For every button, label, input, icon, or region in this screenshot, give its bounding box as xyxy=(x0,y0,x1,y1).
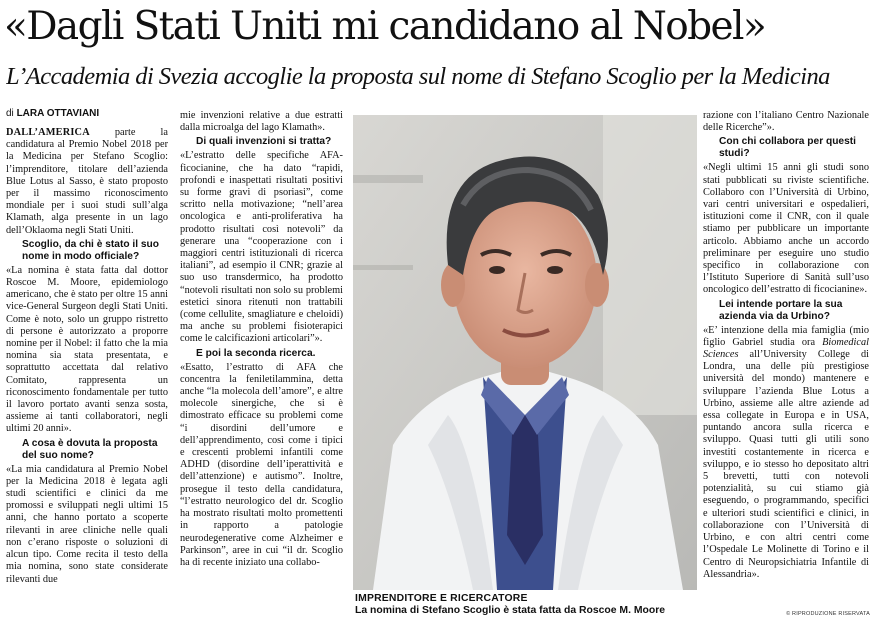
question-3: Di quali invenzioni si tratta? xyxy=(196,136,332,148)
answer-6-italic: Biomedical Sciences xyxy=(703,336,869,361)
lead-word: DALL’AMERICA xyxy=(6,127,90,138)
question-1: Scoglio, da chi è stato il suo nome in modo officiale? xyxy=(22,238,159,262)
byline-prefix: di xyxy=(6,108,14,119)
answer-3: «L’estratto delle specifiche AFA-ficocianine, che ha dato “rapidi, profondi e inaspettati risultati positivi su forme gravi di psoriasi”, come scritto nella motivazione; “nell’area oncologica e anti-proliferativa ha prodotto risultati così notevoli” da generare una “cooperazione con i maggiori centri istituzionali di ricerca italiani”, ad esempio il CNR; grazie al suo uso transdermico, ha prodotto “notevoli risultati non solo su problemi estetici sinora ritenuti non trattabili (come cellulite, smagliature e cheloidi) ma anche su problemi fisioterapici come le calcificazioni articolari”». xyxy=(180,150,343,345)
byline xyxy=(6,108,99,120)
article-column-2 xyxy=(180,110,343,630)
continuation-text: mie invenzioni relative a due estratti dalla microalga del lago Klamath». xyxy=(180,110,343,134)
answer-6-part-1: «E’ intenzione della mia famiglia (mio figlio Gabriel studia ora xyxy=(703,324,869,348)
question-5: Con chi collabora per questi studi? xyxy=(719,136,856,160)
caption-text: La nomina di Stefano Scoglio è stata fatta da Roscoe M. Moore xyxy=(355,605,666,616)
caption-title: IMPRENDITORE E RICERCATORE xyxy=(355,593,528,604)
answer-1: «La nomina è stata fatta dal dottor Roscoe M. Moore, epidemiologo americano, che è stato per oltre 15 anni vice-General Surgeon degli Stati Uniti. Come è noto, solo un gruppo ristretto di persone è autorizzato a proporre nomine per il Nobel: il fatto che la mia nomina sia stata presentata, e soprattutto accettata dal relativo Comitato, rappresenta un riconoscimento fondamentale per tutto il lavoro portato avanti senza sosta, assieme ai tanti collaboratori, negli ultimi 20 anni». xyxy=(6,264,168,435)
headline: «Dagli Stati Uniti mi candidano al Nobel» xyxy=(4,4,766,49)
continuation-text-2: razione con l’italiano Centro Nazionale delle Ricerche”». xyxy=(703,110,869,134)
answer-4: «Esatto, l’estratto di AFA che concentra la feniletilammina, detta anche “la molecola dell’amore”, e altre molecole sinergiche, che si è dimostrato efficace su problemi come “i disordini dell’umore e dell’apprendimento, così come i tipici e crescenti problemi infantili come ADHD (disordine dell’iperattività e dell’attenzione) e autismo”. Inoltre, prosegue il testo della candidatura, “l’estratto neurologico del dr. Scoglio ha mostrato risultati molto promettenti in rapporto a patologie neurodegenerative come Alzheimer e Parkinson”, aree in cui “il dr. Scoglio ha di recente iniziato una collabo- xyxy=(180,361,343,568)
byline-author: LARA OTTAVIANI xyxy=(16,108,100,119)
portrait-illustration xyxy=(353,115,697,590)
answer-6-part-2: all’University College di Londra, una delle più prestigiose università del mondo) mantenere e sviluppare l’azienda Blue Lotus a Urbino, assieme alle altre aziende ad essa collegate in Europa e in USA, puntando ancora sulla ricerca e sviluppo. Quasi tutti gli utili sono investiti costantemente in ricerca e sviluppo, e io stesso ho depositato altri 5 brevetti, tutti con notevoli potenzialità, su cui stiamo già eseguendo, o programmando, specifici e ulteriori studi scientifici e clinici, in collaborazione con l’Università di Urbino, e con altri centri come l’Ospedale Le Molinette di Torino e il Centro di Neuropsichiatria Infantile di Alessandria». xyxy=(703,349,869,580)
answer-2: «La mia candidatura al Premio Nobel per la Medicina 2018 è legata agli studi scientifici e clinici da me promossi e sviluppati negli ultimi 15 anni, che hanno portato a scoperte rilevanti in aree cliniche nelle quali non c’erano risposte o soluzioni di alcun tipo. Come recita il testo della mia nomina, sono state considerate rilevanti due xyxy=(6,463,168,585)
lead-paragraph xyxy=(6,127,168,237)
question-6: Lei intende portare la sua azienda via da Urbino? xyxy=(719,298,843,322)
question-4: E poi la seconda ricerca. xyxy=(196,347,316,359)
photo-caption xyxy=(355,593,695,617)
subheadline: L’Accademia di Svezia accoglie la proposta sul nome di Stefano Scoglio per la Medicina xyxy=(6,63,830,90)
copyright-notice: © RIPRODUZIONE RISERVATA xyxy=(786,611,870,617)
question-2: A cosa è dovuta la proposta del suo nome? xyxy=(22,437,158,461)
article-column-3 xyxy=(703,110,869,610)
article-column-1 xyxy=(6,127,168,627)
answer-5: «Negli ultimi 15 anni gli studi sono stati pubblicati su riviste scientifiche. Collaboro con l’Università di Urbino, vari centri universitari e ospedalieri, istituzioni come il CNR, con il quale stiamo per pubblicare un importante articolo. Abbiamo anche un accordo preliminare per eseguire uno studio specifico in collaborazione con l’Istituto Superiore di Sanità sull’uso oncologico dell’estratto di ficocianine». xyxy=(703,162,869,296)
lead-text: parte la candidatura al Premio Nobel 2018 per la Medicina per Stefano Scoglio: l’imprenditore, titolare dell’azienda Blue Lotus al Sasso, è stato proposto per il massimo riconoscimento mondiale per i suoi studi sull’alga Klamath, alga presente in un lago dell’Oklaoma negli Stati Uniti. xyxy=(6,127,168,236)
answer-6 xyxy=(703,325,869,581)
portrait-photo xyxy=(353,115,697,590)
